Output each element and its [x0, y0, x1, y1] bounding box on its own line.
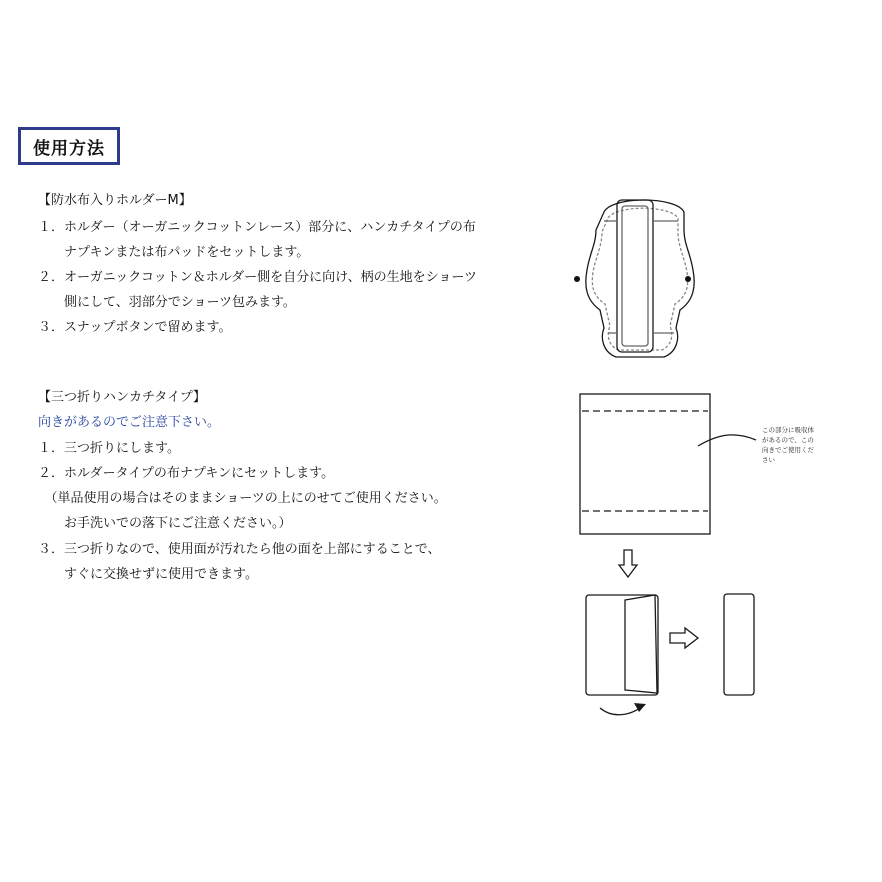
section1-line-3: ２．オーガニックコットン＆ホルダー側を自分に向け、柄の生地をショーツ [38, 270, 477, 285]
section2-line-4: お手洗いでの落下にご注意ください。） [38, 516, 292, 531]
callout-line-1: この部分に吸収体 [762, 426, 814, 434]
snap-button-right [685, 276, 691, 282]
section1-line-2: ナプキンまたは布パッドをセットします。 [38, 245, 310, 260]
page-title: 使用方法 [18, 127, 120, 165]
section2-line-3: （単品使用の場合はそのままショーツの上にのせてご使用ください。 [38, 491, 447, 506]
section1-line-5: ３．スナップボタンで留めます。 [38, 320, 232, 335]
section1-line-1: １．ホルダー（オーガニックコットンレース）部分に、ハンカチタイプの布 [38, 220, 476, 235]
callout-leader [698, 435, 756, 446]
folding-illustration [586, 595, 658, 715]
folded-flap [625, 595, 657, 693]
callout-line-4: さい [762, 456, 775, 464]
section1-heading: 【防水布入りホルダーM】 [38, 193, 192, 208]
arrow-right-icon [670, 628, 698, 648]
section2-line-2: ２．ホルダータイプの布ナプキンにセットします。 [38, 466, 335, 481]
folded-handkerchief [586, 595, 658, 695]
handkerchief-illustration [580, 394, 756, 534]
napkin-strip-inner [622, 206, 648, 346]
arrow-down-icon [619, 550, 637, 577]
fold-curve [600, 708, 640, 715]
callout-line-2: があるので、この [762, 436, 814, 444]
section2-line-6: すぐに交換せずに使用できます。 [38, 567, 258, 582]
tri-folded-result [724, 594, 754, 695]
section2-heading: 【三つ折りハンカチタイプ】 [38, 390, 206, 405]
holder-illustration [586, 200, 694, 357]
holder-stitch [592, 208, 687, 350]
section1-line-4: 側にして、羽部分でショーツ包みます。 [38, 295, 296, 310]
section2-line-5: ３．三つ折りなので、使用面が汚れたら他の面を上部にすることで、 [38, 542, 441, 557]
snap-button-left [574, 276, 580, 282]
section2-note: 向きがあるのでご注意下さい。 [38, 415, 221, 430]
callout-line-3: 向きでご使用くだ [762, 446, 814, 454]
section2-line-1: １．三つ折りにします。 [38, 441, 180, 456]
handkerchief-outline [580, 394, 710, 534]
